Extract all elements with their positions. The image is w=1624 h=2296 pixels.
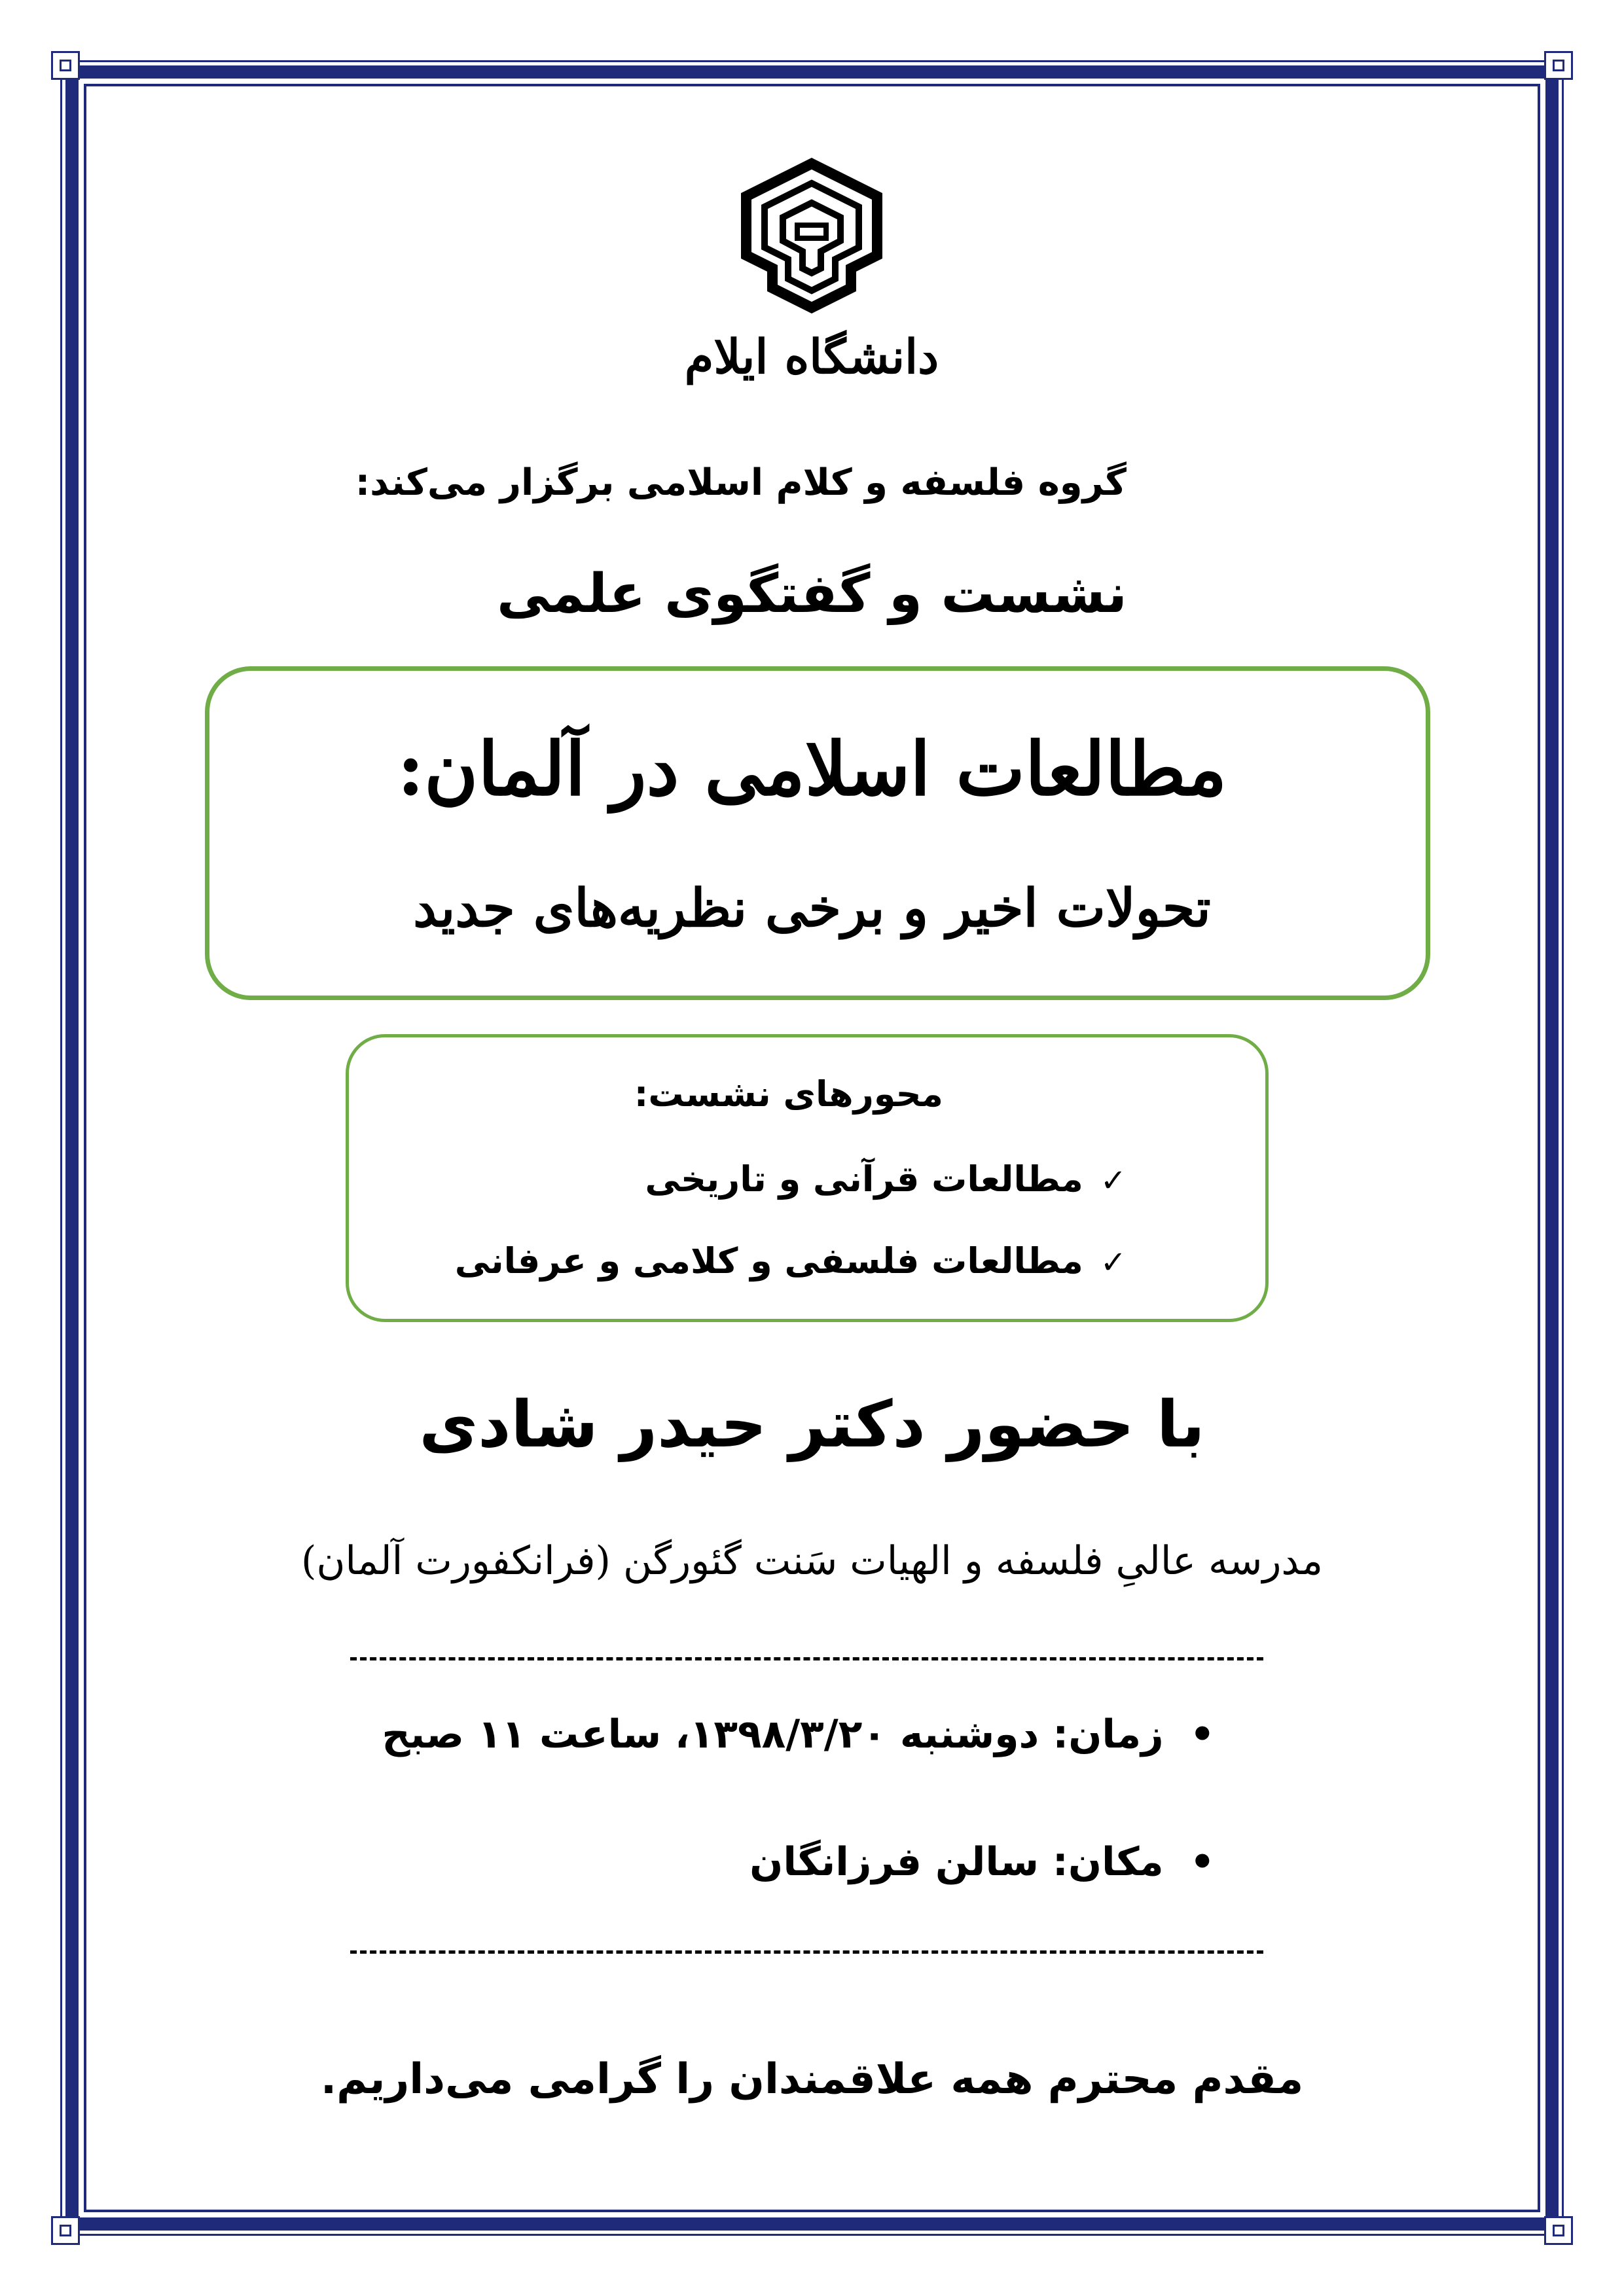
time-detail (382, 1712, 1215, 1757)
university-name-text: دانشگاه ایلام (684, 329, 939, 384)
frame-corner-top-left (51, 51, 80, 80)
title-box (205, 666, 1430, 1000)
speaker-affiliation: مدرسه عالیِ فلسفه و الهیات سَنت گئورگن (فرانکفورت آلمان) (300, 1538, 1324, 1584)
organizer-line: گروه فلسفه و کلام اسلامی برگزار می‌کند: (355, 461, 1127, 504)
university-emblem-icon (681, 157, 943, 406)
topic-text: مطالعات فلسفی و کلامی و عرفانی (454, 1240, 1083, 1282)
divider (350, 1657, 1263, 1660)
university-logo (681, 157, 943, 406)
invitation-text: مقدم محترم همه علاقمندان را گرامی می‌داریم. (320, 2055, 1304, 2104)
checkmark-icon: ✓ (1100, 1244, 1127, 1281)
frame-corner-top-right (1544, 51, 1573, 80)
speaker-line: با حضور دکتر حیدر شادی (419, 1388, 1205, 1462)
topics-heading: محورهای نشست: (634, 1073, 943, 1115)
place-text: مکان: سالن فرزانگان (749, 1839, 1164, 1885)
frame-corner-bottom-left (51, 2216, 80, 2245)
topic-item (455, 1240, 1127, 1282)
checkmark-icon: ✓ (1100, 1162, 1127, 1199)
divider (350, 1950, 1263, 1954)
time-text: زمان: دوشنبه ۱۳۹۸/۳/۲۰، ساعت ۱۱ صبح (382, 1712, 1164, 1757)
event-title: مطالعات اسلامی در آلمان: (397, 726, 1227, 812)
frame-corner-bottom-right (1544, 2216, 1573, 2245)
event-subtitle: تحولات اخیر و برخی نظریه‌های جدید (413, 877, 1211, 939)
bullet-icon: • (1189, 1839, 1215, 1885)
topic-text: مطالعات قرآنی و تاریخی (645, 1158, 1083, 1200)
place-detail (749, 1839, 1215, 1885)
topic-item (645, 1158, 1127, 1200)
bullet-icon: • (1189, 1712, 1215, 1757)
event-type-heading: نشست و گفتگوی علمی (497, 563, 1127, 625)
